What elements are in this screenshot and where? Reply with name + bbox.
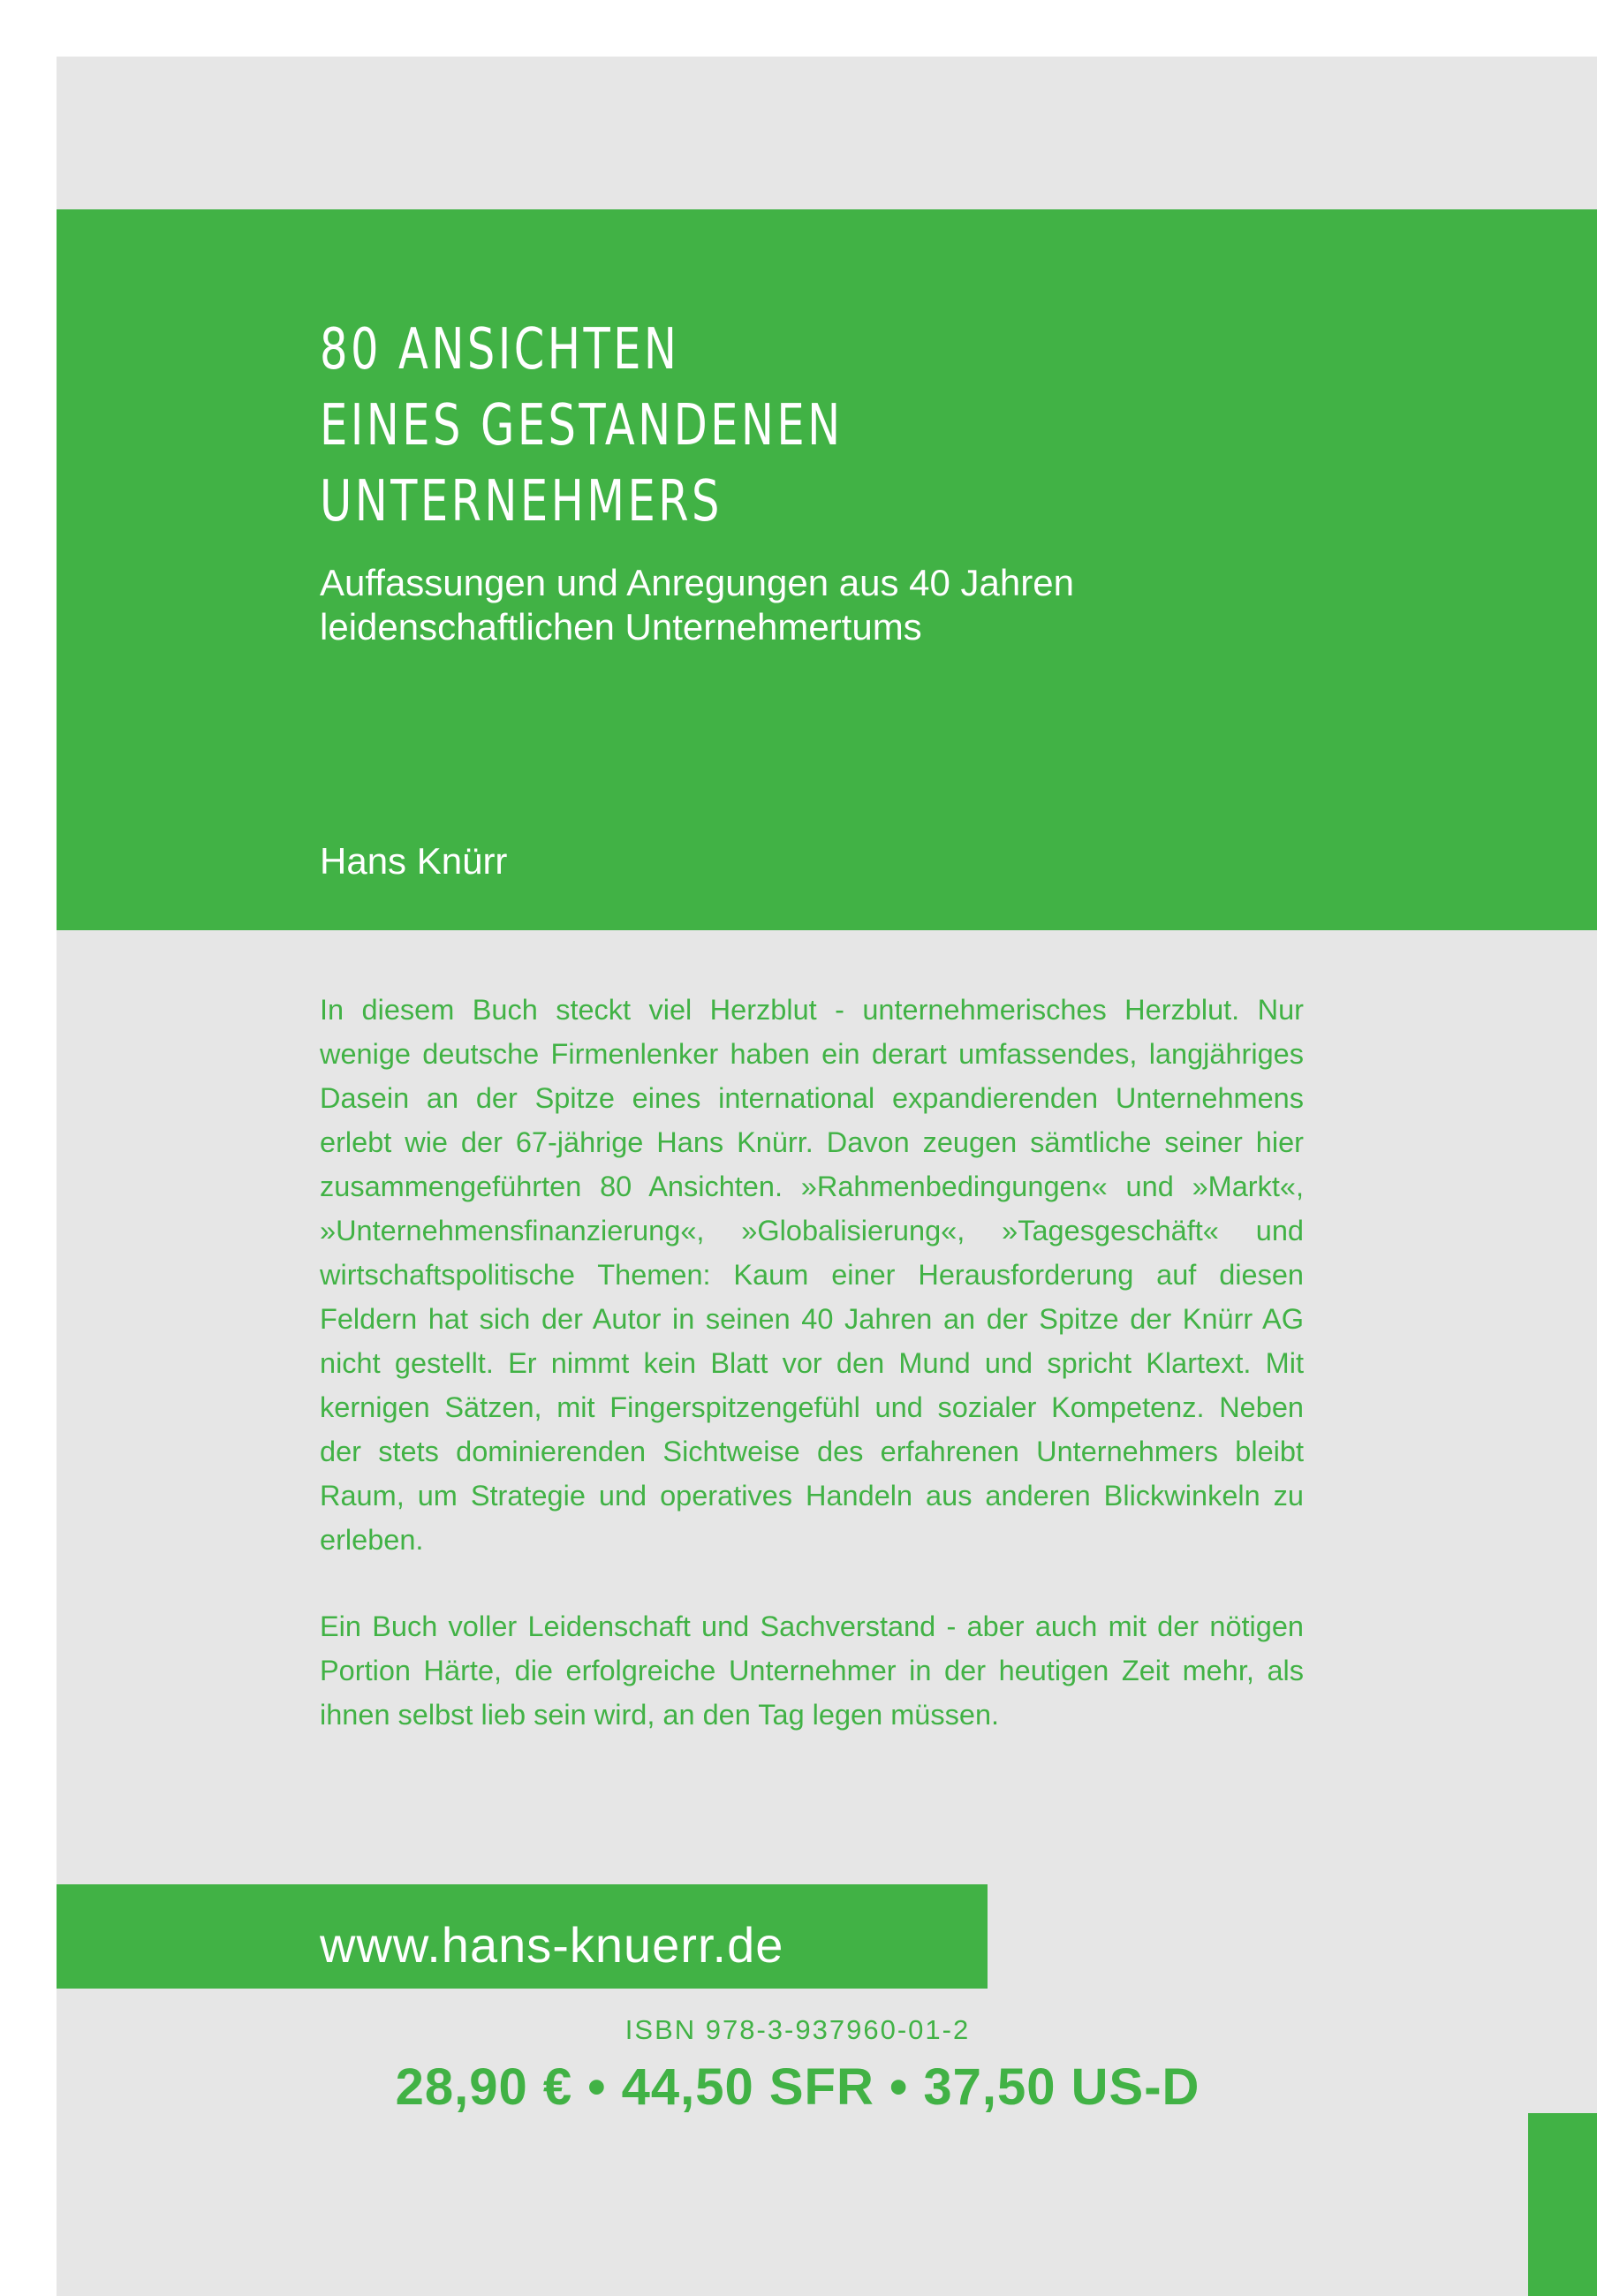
website-url: www.hans-knuerr.de xyxy=(320,1917,784,1973)
blurb-paragraph-2: Ein Buch voller Leidenschaft und Sachverstand - aber auch mit der nötigen Portion Härte, die erfolgreiche Unternehmer in der heutigen Zeit mehr, als ihnen selbst lieb sein wird, an den Tag legen müssen. xyxy=(320,1610,1304,1731)
book-title: 80 ANSICHTEN EINES GESTANDENEN UNTERNEHMERS xyxy=(320,317,844,534)
price-line: 28,90 € • 44,50 SFR • 37,50 US-D xyxy=(395,2058,1200,2116)
corner-accent xyxy=(1528,2113,1597,2296)
blurb-text xyxy=(320,988,1304,1779)
book-subtitle: Auffassungen und Anregungen aus 40 Jahren leidenschaftlichen Unternehmertums xyxy=(320,562,1074,648)
isbn-number: ISBN 978-3-937960-01-2 xyxy=(624,2014,971,2045)
blurb-paragraph-1: In diesem Buch steckt viel Herzblut - unternehmerisches Herzblut. Nur wenige deutsche Firmenlenker haben ein derart umfassendes, langjähriges Dasein an der Spitze eines international expandierenden Unternehmens erlebt wie der 67-jährige Hans Knürr. Davon zeugen sämtliche seiner hier zusammengeführten 80 Ansichten. »Rahmenbedingungen« und »Markt«, »Unternehmensfinanzierung«, »Globalisierung«, »Tagesgeschäft« und wirtschaftspolitische Themen: Kaum einer Herausforderung auf diesen Feldern hat sich der Autor in seinen 40 Jahren an der Spitze der Knürr AG nicht gestellt. Er nimmt kein Blatt vor den Mund und spricht Klartext. Mit kernigen Sätzen, mit Fingerspitzengefühl und sozialer Kompetenz. Neben der stets dominierenden Sichtweise des erfahrenen Unternehmers bleibt Raum, um Strategie und operatives Handeln aus anderen Blickwinkeln zu erleben. xyxy=(320,994,1304,1556)
back-cover xyxy=(57,57,1597,2296)
author-name: Hans Knürr xyxy=(320,840,508,882)
